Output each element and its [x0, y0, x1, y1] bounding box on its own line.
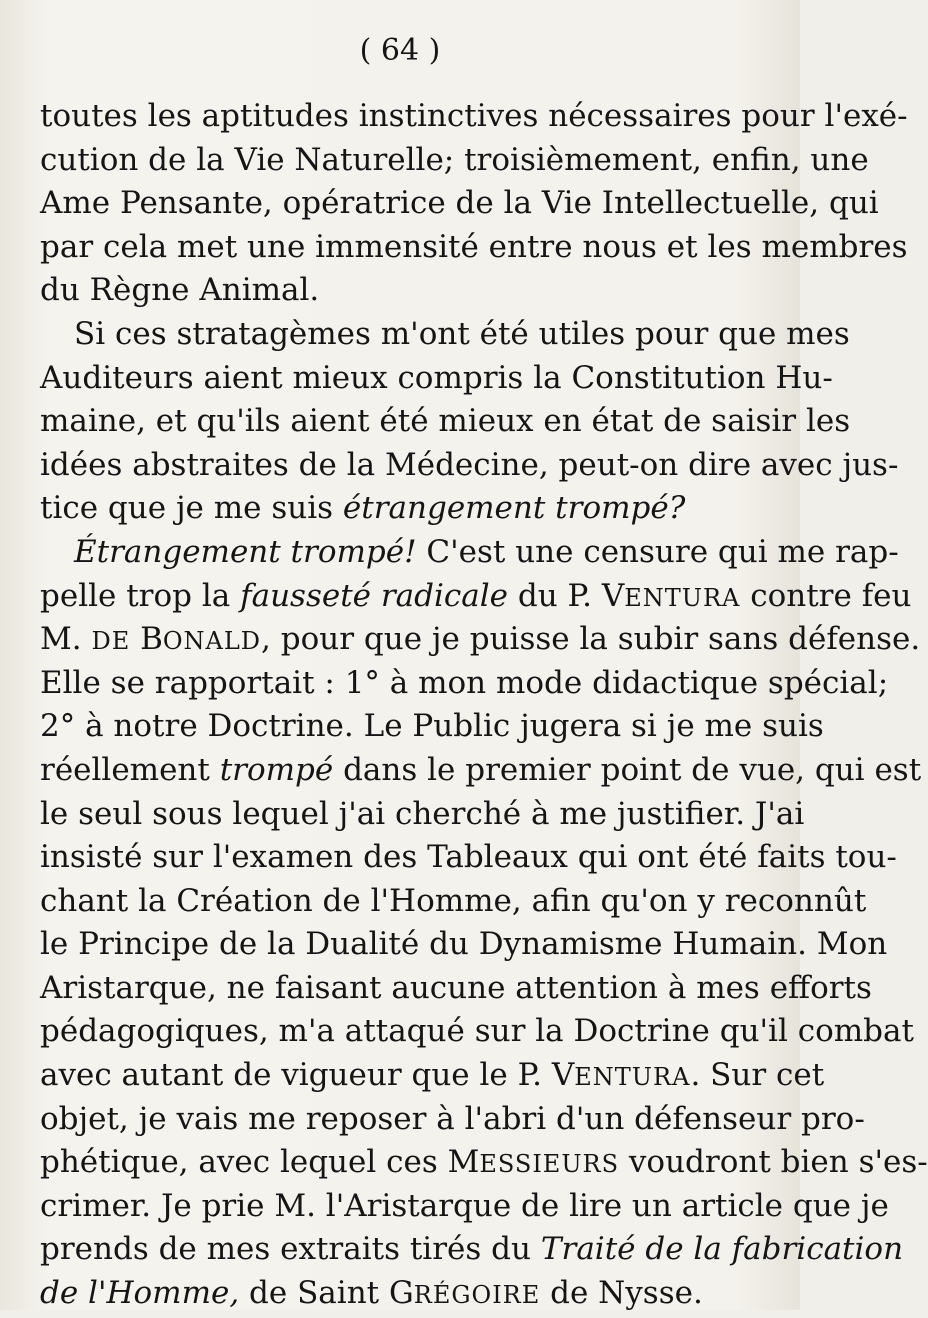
small-caps-text: ENTURA: [574, 1063, 691, 1092]
text-line: [40, 662, 889, 706]
text-line: [40, 1010, 914, 1054]
small-caps-text: RÉGOIRE: [413, 1281, 541, 1310]
text-run: cution de la Vie Naturelle; troisièmement, enfin, une: [40, 141, 869, 178]
text-line: [40, 923, 888, 967]
text-run: du Règne Animal.: [40, 272, 320, 309]
text-line: [40, 531, 899, 575]
text-line: [40, 95, 908, 139]
text-run: . Sur cet: [690, 1057, 825, 1094]
text-line: [40, 313, 850, 357]
italic-text: de l'Homme,: [40, 1275, 240, 1312]
text-line: [40, 836, 897, 880]
text-line: [40, 139, 869, 183]
text-line: [40, 1228, 904, 1272]
text-run: de Saint G: [239, 1275, 414, 1312]
text-run: voudront bien s'es-: [619, 1144, 928, 1181]
text-run: phétique, avec lequel ces M: [40, 1144, 480, 1181]
text-run: Auditeurs aient mieux compris la Constitution Hu-: [40, 359, 833, 396]
text-run: B: [130, 621, 163, 658]
text-line: [40, 444, 899, 488]
text-line: [40, 269, 755, 313]
italic-text: étrangement trompé?: [342, 490, 686, 527]
small-caps-text: ENTURA: [624, 583, 741, 612]
text-run: idées abstraites de la Médecine, peut-on dire avec jus-: [40, 446, 899, 483]
text-line: [40, 618, 921, 662]
text-run: dans le premier point de vue, qui est: [333, 751, 922, 788]
text-line: [40, 967, 872, 1011]
text-run: du P. V: [508, 577, 625, 614]
italic-text: trompé: [219, 751, 334, 788]
text-line: [40, 1272, 755, 1316]
small-caps-text: ESSIEURS: [479, 1150, 620, 1179]
small-caps-text: DE: [91, 627, 131, 656]
text-run: crimer. Je prie M. l'Aristarque de lire un article que je: [40, 1187, 889, 1224]
text-line: [40, 182, 879, 226]
text-run: objet, je vais me reposer à l'abri d'un défenseur pro-: [40, 1100, 865, 1137]
text-run: maine, et qu'ils aient été mieux en état de saisir les: [40, 403, 851, 440]
text-run: réellement: [40, 751, 220, 788]
text-run: C'est une censure qui me rap-: [416, 533, 899, 570]
text-line: [40, 400, 851, 444]
text-line: [40, 705, 824, 749]
text-line: [40, 1185, 889, 1229]
italic-text: fausseté radicale: [240, 577, 509, 614]
text-line: [40, 575, 912, 619]
text-run: Si ces stratagèmes m'ont été utiles pour que mes: [74, 315, 850, 352]
body-text: [40, 95, 928, 1316]
text-run: Ame Pensante, opératrice de la Vie Intellectuelle, qui: [40, 185, 879, 222]
text-run: chant la Création de l'Homme, afin qu'on y reconnût: [40, 882, 867, 919]
text-line: [40, 487, 755, 531]
text-run: toutes les aptitudes instinctives nécessaires pour l'exé-: [40, 98, 908, 134]
text-run: par cela met une immensité entre nous et les membres: [40, 228, 908, 265]
text-run: de Nysse.: [540, 1275, 703, 1312]
text-line: [40, 357, 833, 401]
text-run: contre feu: [740, 577, 912, 614]
text-run: Aristarque, ne faisant aucune attention à mes efforts: [40, 969, 872, 1006]
text-run: tice que je me suis: [40, 490, 343, 527]
small-caps-text: ONALD: [162, 627, 262, 656]
text-line: [40, 749, 922, 793]
text-run: le seul sous lequel j'ai cherché à me justifier. J'ai: [40, 795, 805, 832]
text-run: prends de mes extraits tirés du: [40, 1231, 541, 1268]
text-line: [40, 1098, 865, 1142]
italic-text: Traité de la fabrication: [540, 1231, 904, 1268]
text-run: M.: [40, 621, 92, 658]
text-run: Elle se rapportait : 1° à mon mode didactique spécial;: [40, 664, 889, 701]
text-run: pelle trop la: [40, 577, 241, 614]
italic-text: Étrangement trompé!: [74, 533, 417, 570]
text-line: [40, 1054, 825, 1098]
text-run: pédagogiques, m'a attaqué sur la Doctrine qu'il combat: [40, 1013, 914, 1050]
page-number: ( 64 ): [359, 33, 441, 68]
text-line: [40, 793, 805, 837]
text-line: [40, 1141, 928, 1185]
text-line: [40, 880, 867, 924]
text-run: , pour que je puisse la subir sans défense.: [261, 621, 921, 658]
text-run: le Principe de la Dualité du Dynamisme Humain. Mon: [40, 926, 888, 963]
text-run: avec autant de vigueur que le P. V: [40, 1057, 575, 1094]
text-run: insisté sur l'examen des Tableaux qui ont été faits tou-: [40, 839, 897, 876]
text-line: [40, 226, 908, 270]
text-run: 2° à notre Doctrine. Le Public jugera si je me suis: [40, 708, 824, 745]
